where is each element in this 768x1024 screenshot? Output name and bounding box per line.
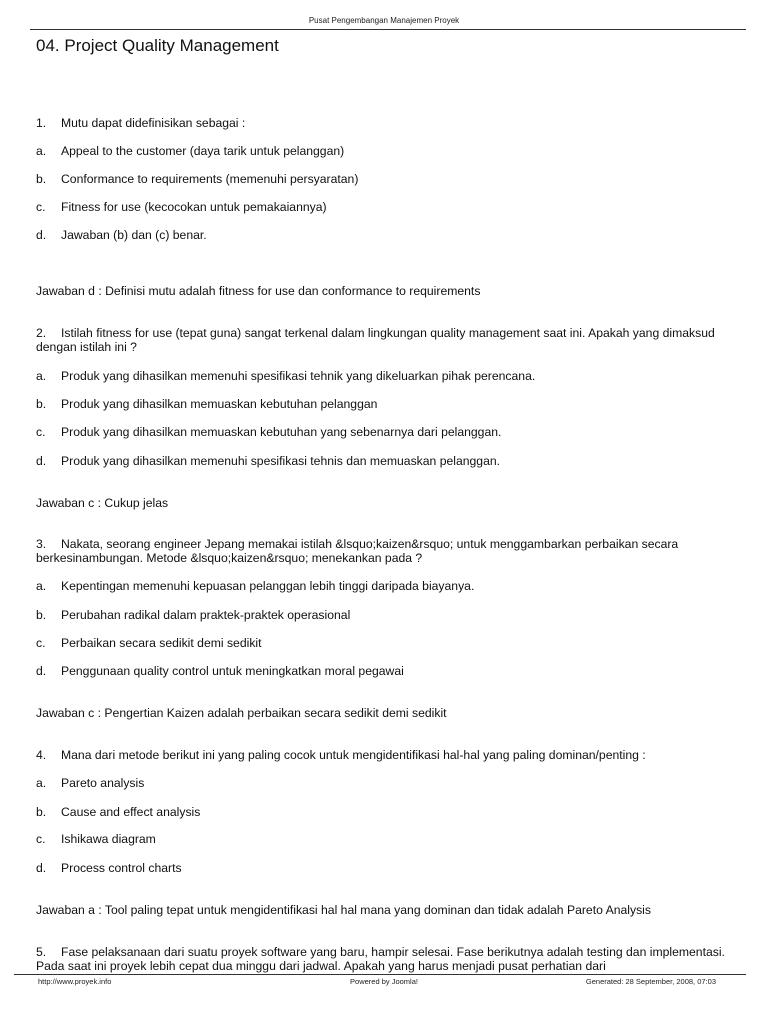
- question-number: 1.: [36, 116, 47, 130]
- option-1c: [36, 201, 736, 215]
- option-label: a.: [36, 579, 47, 593]
- footer-url: http://www.proyek.info: [38, 977, 112, 986]
- option-label: c.: [36, 425, 46, 439]
- option-label: a.: [36, 144, 47, 158]
- option-text: Fitness for use (kecocokan untuk pemakaiannya): [61, 200, 327, 214]
- option-3d: [36, 665, 736, 679]
- page-header: Pusat Pengembangan Manajemen Proyek: [308, 16, 460, 25]
- option-2b: [36, 398, 736, 412]
- option-label: d.: [36, 861, 47, 875]
- option-1b: [36, 173, 736, 187]
- option-text: Cause and effect analysis: [61, 805, 201, 819]
- option-2d: [36, 455, 736, 469]
- option-4c: [36, 833, 736, 847]
- question-3: [36, 538, 736, 565]
- option-2a: [36, 370, 736, 384]
- footer-generated-date: Generated: 28 September, 2008, 07:03: [585, 977, 716, 986]
- option-text: Penggunaan quality control untuk meningkatkan moral pegawai: [61, 664, 404, 678]
- option-text: Pareto analysis: [61, 776, 145, 790]
- option-3b: [36, 609, 736, 623]
- option-text: Kepentingan memenuhi kepuasan pelanggan lebih tinggi daripada biayanya.: [61, 579, 475, 593]
- question-text: Mutu dapat didefinisikan sebagai :: [61, 116, 246, 130]
- footer-powered-by: Powered by Joomla!: [350, 977, 418, 986]
- option-text: Ishikawa diagram: [61, 832, 156, 846]
- question-1: [36, 117, 736, 131]
- option-label: c.: [36, 832, 46, 846]
- option-label: d.: [36, 454, 47, 468]
- question-number: 3.: [36, 537, 47, 551]
- option-text: Jawaban (b) dan (c) benar.: [61, 228, 207, 242]
- option-label: b.: [36, 608, 47, 622]
- option-3a: [36, 580, 736, 594]
- answer-4: Jawaban a : Tool paling tepat untuk mengidentifikasi hal hal mana yang dominan dan tidak adalah Pareto Analysis: [36, 903, 651, 917]
- page-title: 04. Project Quality Management: [36, 36, 279, 55]
- option-4b: [36, 806, 736, 820]
- option-text: Conformance to requirements (memenuhi persyaratan): [61, 172, 359, 186]
- option-label: b.: [36, 397, 47, 411]
- question-4: [36, 749, 736, 763]
- question-text: Mana dari metode berikut ini yang paling cocok untuk mengidentifikasi hal-hal yang paling dominan/penting :: [61, 748, 646, 762]
- option-2c: [36, 426, 736, 440]
- option-text: Produk yang dihasilkan memenuhi spesifikasi tehnik yang dikeluarkan pihak perencana.: [61, 369, 536, 383]
- option-label: a.: [36, 776, 47, 790]
- question-text: Istilah fitness for use (tepat guna) sangat terkenal dalam lingkungan quality management saat ini. Apakah yang dimaksud dengan istilah ini ?: [36, 326, 715, 354]
- option-text: Produk yang dihasilkan memuaskan kebutuhan pelanggan: [61, 397, 378, 411]
- option-text: Process control charts: [61, 861, 182, 875]
- question-2: [36, 327, 736, 354]
- header-rule: [30, 29, 746, 30]
- answer-3: Jawaban c : Pengertian Kaizen adalah perbaikan secara sedikit demi sedikit: [36, 706, 447, 720]
- option-3c: [36, 637, 736, 651]
- option-1a: [36, 145, 736, 159]
- option-label: b.: [36, 805, 47, 819]
- option-label: d.: [36, 228, 47, 242]
- option-text: Produk yang dihasilkan memenuhi spesifikasi tehnis dan memuaskan pelanggan.: [61, 454, 501, 468]
- option-4a: [36, 777, 736, 791]
- option-4d: [36, 862, 736, 876]
- question-number: 5.: [36, 945, 47, 959]
- option-text: Appeal to the customer (daya tarik untuk pelanggan): [61, 144, 345, 158]
- option-label: c.: [36, 200, 46, 214]
- question-text: Fase pelaksanaan dari suatu proyek software yang baru, hampir selesai. Fase berikutnya adalah testing dan implementasi. Pada saat ini proyek lebih cepat dua minggu dari jadwal. Apakah yang harus menjadi pusat perhatian dari: [36, 945, 725, 973]
- option-label: a.: [36, 369, 47, 383]
- option-label: d.: [36, 664, 47, 678]
- footer-rule: [14, 974, 746, 975]
- option-text: Perbaikan secara sedikit demi sedikit: [61, 636, 262, 650]
- question-number: 2.: [36, 326, 47, 340]
- option-label: b.: [36, 172, 47, 186]
- option-1d: [36, 229, 736, 243]
- option-label: c.: [36, 636, 46, 650]
- question-5: [36, 946, 736, 973]
- question-text: Nakata, seorang engineer Jepang memakai istilah &lsquo;kaizen&rsquo; untuk menggambarkan perbaikan secara berkesinambungan. Metode &lsquo;kaizen&rsquo; menekankan pada ?: [36, 537, 679, 565]
- answer-1: Jawaban d : Definisi mutu adalah fitness for use dan conformance to requirements: [36, 284, 481, 298]
- option-text: Perubahan radikal dalam praktek-praktek operasional: [61, 608, 351, 622]
- question-number: 4.: [36, 748, 47, 762]
- answer-2: Jawaban c : Cukup jelas: [36, 496, 169, 510]
- option-text: Produk yang dihasilkan memuaskan kebutuhan yang sebenarnya dari pelanggan.: [61, 425, 502, 439]
